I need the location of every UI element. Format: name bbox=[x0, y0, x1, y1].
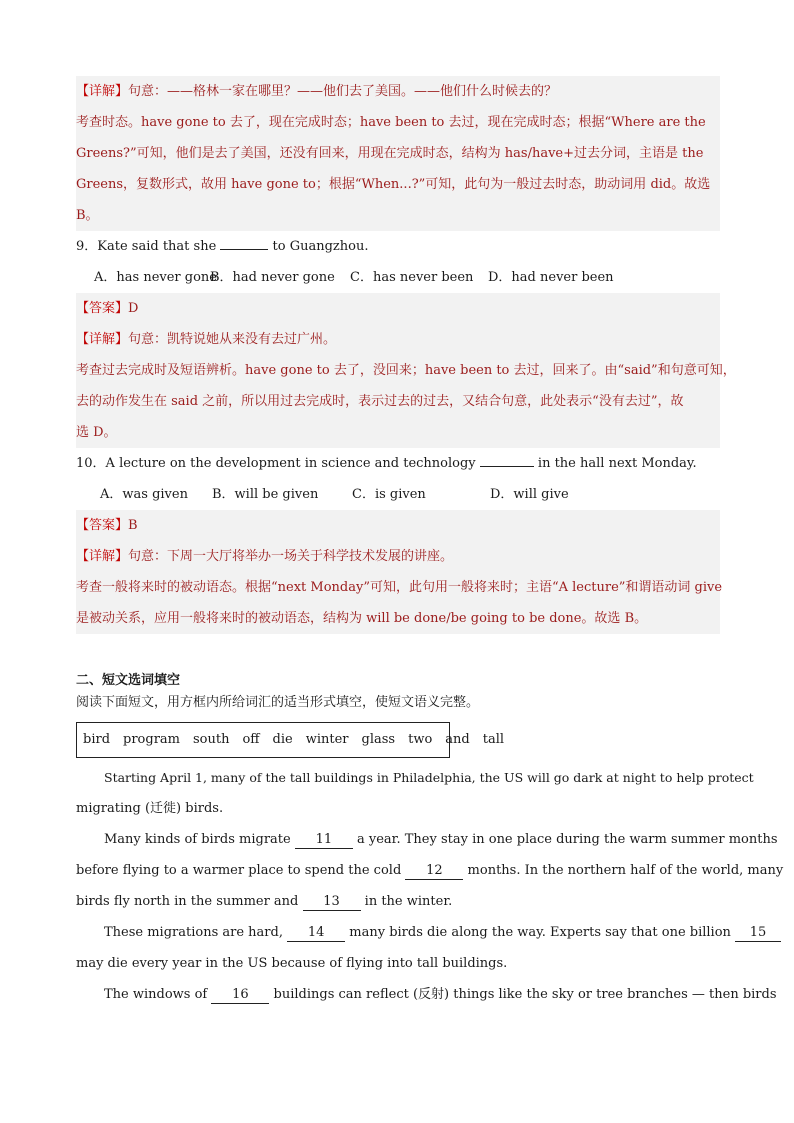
q9-explain-line-1 bbox=[76, 324, 720, 355]
passage-text: buildings can reflect (反射) things like the sky or tree branches — then birds bbox=[273, 987, 777, 1002]
q10-answer-block bbox=[76, 510, 723, 634]
blank-11[interactable]: 11 bbox=[295, 832, 353, 849]
explain-tag: 【详解】 bbox=[76, 332, 129, 347]
section-instruction: 阅读下面短文，用方框内所给词汇的适当形式填空，使短文语义完整。 bbox=[76, 695, 480, 710]
q10-option-a: A．was given bbox=[100, 487, 188, 502]
q10-explain-line-2: 考查一般将来时的被动语态。根据“next Monday”可知，此句用一般将来时；主语“A lecture”和谓语动词 give bbox=[76, 580, 723, 595]
passage-line bbox=[76, 824, 778, 855]
word-bank-item: south bbox=[193, 732, 230, 747]
passage-text: Many kinds of birds migrate bbox=[104, 832, 291, 847]
q10-stem bbox=[76, 448, 720, 479]
passage bbox=[76, 762, 784, 1010]
q8-explain-line-1 bbox=[76, 76, 720, 107]
passage-line: may die every year in the US because of flying into tall buildings. bbox=[76, 956, 508, 971]
q10-option-d: D．will give bbox=[490, 487, 569, 502]
q9-answer: D bbox=[128, 301, 139, 316]
passage-line bbox=[76, 979, 777, 1010]
q10-explain-line-3: 是被动关系，应用一般将来时的被动语态，结构为 will be done/be going to be done。故选 B。 bbox=[76, 611, 648, 626]
passage-line bbox=[76, 917, 767, 948]
q8-explain-line-4: Greens，复数形式，故用 have gone to；根据“When...?”可知，此句为一般过去时态，助动词用 did。故选 bbox=[76, 177, 711, 192]
q10-answer: B bbox=[128, 518, 138, 533]
q10-stem-end: in the hall next Monday. bbox=[537, 456, 697, 471]
answer-tag: 【答案】 bbox=[76, 518, 129, 533]
q9-explain-line-3: 去的动作发生在 said 之前，所以用过去完成时，表示过去的过去，又结合句意，此处表示“没有去过”，故 bbox=[76, 394, 684, 409]
word-bank-item: off bbox=[242, 732, 260, 747]
q9-stem-start: 9．Kate said that she bbox=[76, 239, 217, 254]
q10-options bbox=[76, 479, 720, 510]
q9-answer-block bbox=[76, 293, 736, 448]
passage-text: a year. They stay in one place during the warm summer months bbox=[357, 832, 778, 847]
passage-line: migrating (迁徙) birds. bbox=[76, 801, 224, 816]
q10-answer-line bbox=[76, 510, 720, 541]
q9-option-c: C．has never been bbox=[350, 270, 474, 285]
word-bank-item: two bbox=[408, 732, 433, 747]
q10-explain-line-1 bbox=[76, 541, 720, 572]
word-bank-item: winter bbox=[305, 732, 349, 747]
word-bank-item: die bbox=[272, 732, 293, 747]
q10-option-c: C．is given bbox=[352, 487, 426, 502]
word-bank-item: program bbox=[123, 732, 180, 747]
q9-option-b: B．had never gone bbox=[210, 270, 335, 285]
blank-13[interactable]: 13 bbox=[303, 894, 361, 911]
explain-tag: 【详解】 bbox=[76, 549, 129, 564]
section-title: 二、短文选词填空 bbox=[76, 673, 181, 688]
passage-line bbox=[76, 886, 720, 917]
word-bank-item: and bbox=[445, 732, 470, 747]
q9-options bbox=[76, 262, 720, 293]
passage-text: birds fly north in the summer and bbox=[76, 894, 299, 909]
word-bank-item: glass bbox=[361, 732, 396, 747]
q10-option-b: B．will be given bbox=[212, 487, 319, 502]
q8-explain-line-5: B。 bbox=[76, 208, 99, 223]
explain-tag: 【详解】 bbox=[76, 84, 129, 99]
word-bank-item: tall bbox=[482, 732, 505, 747]
answer-tag: 【答案】 bbox=[76, 301, 129, 316]
passage-text: in the winter. bbox=[364, 894, 453, 909]
blank-16[interactable]: 16 bbox=[211, 987, 269, 1004]
blank-14[interactable]: 14 bbox=[287, 925, 345, 942]
passage-line bbox=[76, 855, 784, 886]
explain-text: 句意：——格林一家在哪里？——他们去了美国。——他们什么时候去的？ bbox=[128, 84, 558, 99]
passage-text: The windows of bbox=[104, 987, 208, 1002]
passage-text: many birds die along the way. Experts say that one billion bbox=[349, 925, 731, 940]
q9-blank bbox=[220, 249, 268, 250]
word-bank-item: bird bbox=[83, 732, 111, 747]
q9-answer-line bbox=[76, 293, 720, 324]
blank-15[interactable]: 15 bbox=[735, 925, 781, 942]
passage-text: months. In the northern half of the world, many bbox=[467, 863, 784, 878]
q8-explain-line-3: Greens?”可知，他们是去了美国，还没有回来，用现在完成时态，结构为 has/have+过去分词，主语是 the bbox=[76, 146, 704, 161]
q9-stem-end: to Guangzhou. bbox=[272, 239, 369, 254]
q9-explain-line-2: 考查过去完成时及短语辨析。have gone to 去了，没回来；have been to 去过，回来了。由“said”和句意可知， bbox=[76, 363, 736, 378]
word-bank-box bbox=[76, 722, 505, 758]
q9-option-d: D．had never been bbox=[488, 270, 614, 285]
passage-text: These migrations are hard, bbox=[104, 925, 283, 940]
q9-option-a: A．has never gone bbox=[94, 270, 217, 285]
worksheet-page bbox=[76, 76, 784, 1010]
passage-text: before flying to a warmer place to spend the cold bbox=[76, 863, 402, 878]
q9-explain-line-4: 选 D。 bbox=[76, 425, 117, 440]
blank-12[interactable]: 12 bbox=[405, 863, 463, 880]
q8-explanation-block bbox=[76, 76, 720, 231]
q10-stem-start: 10．A lecture on the development in science and technology bbox=[76, 456, 476, 471]
q9-stem bbox=[76, 231, 720, 262]
passage-line: Starting April 1, many of the tall buildings in Philadelphia, the US will go dark at night to help protect bbox=[104, 770, 754, 785]
q8-explain-line-2: 考查时态。have gone to 去了，现在完成时态；have been to 去过，现在完成时态；根据“Where are the bbox=[76, 115, 706, 130]
explain-text: 句意：下周一大厅将举办一场关于科学技术发展的讲座。 bbox=[128, 549, 454, 564]
explain-text: 句意：凯特说她从来没有去过广州。 bbox=[128, 332, 337, 347]
q10-blank bbox=[480, 466, 534, 467]
